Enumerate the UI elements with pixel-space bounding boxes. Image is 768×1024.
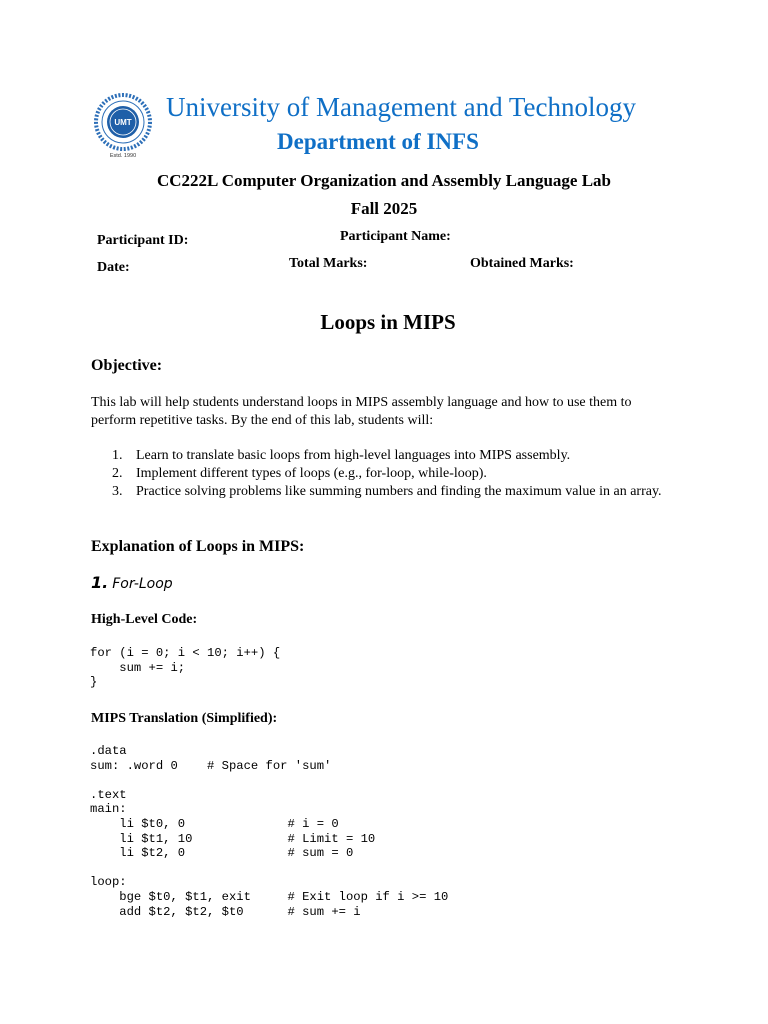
- list-number: 2.: [112, 466, 123, 481]
- list-number: 1.: [112, 448, 123, 463]
- date-label: Date:: [97, 260, 130, 275]
- logo-estd: Estd. 1990: [109, 153, 137, 159]
- department-name: Department of INFS: [277, 129, 479, 154]
- list-item: [112, 483, 692, 501]
- list-text: Implement different types of loops (e.g., for-loop, while-loop).: [136, 466, 487, 481]
- list-item: [112, 447, 692, 465]
- list-text: Learn to translate basic loops from high-level languages into MIPS assembly.: [136, 448, 571, 463]
- mips-translation-heading: MIPS Translation (Simplified):: [91, 711, 278, 726]
- objective-heading: Objective:: [91, 357, 163, 374]
- objective-list: [112, 447, 692, 501]
- highlevel-code-heading: High-Level Code:: [91, 612, 198, 627]
- section-heading: [91, 573, 173, 593]
- university-logo: [93, 92, 157, 160]
- list-number: 3.: [112, 484, 123, 499]
- objective-intro-line: perform repetitive tasks. By the end of this lab, students will:: [91, 413, 434, 428]
- explanation-heading: Explanation of Loops in MIPS:: [91, 538, 305, 555]
- mips-code-block: .data sum: .word 0 # Space for 'sum' .text main: li $t0, 0 # i = 0 li $t1, 10 # Limit = 10 li $t2, 0 # sum = 0 loop: bge $t0, $t1, exit # Exit loop if i >= 10 add $t2, $t2, $t0 # sum += i: [90, 744, 449, 919]
- objective-intro-line: This lab will help students understand loops in MIPS assembly language and how to use them to: [91, 395, 632, 410]
- course-title: CC222L Computer Organization and Assembly Language Lab: [156, 171, 612, 190]
- section-title: For-Loop: [112, 576, 173, 592]
- list-item: [112, 465, 692, 483]
- logo-text: UMT: [114, 118, 132, 127]
- university-seal-icon: [93, 92, 157, 160]
- objective-intro: [91, 394, 691, 430]
- document-title: Loops in MIPS: [320, 310, 456, 334]
- list-text: Practice solving problems like summing numbers and finding the maximum value in an array.: [136, 484, 662, 499]
- participant-name-label: Participant Name:: [340, 229, 451, 244]
- participant-id-label: Participant ID:: [97, 233, 189, 248]
- total-marks-label: Total Marks:: [289, 256, 368, 271]
- obtained-marks-label: Obtained Marks:: [470, 256, 574, 271]
- semester: Fall 2025: [350, 199, 418, 218]
- section-number: 1.: [91, 573, 109, 592]
- university-name: University of Management and Technology: [166, 92, 636, 122]
- highlevel-code-block: for (i = 0; i < 10; i++) { sum += i; }: [90, 646, 281, 690]
